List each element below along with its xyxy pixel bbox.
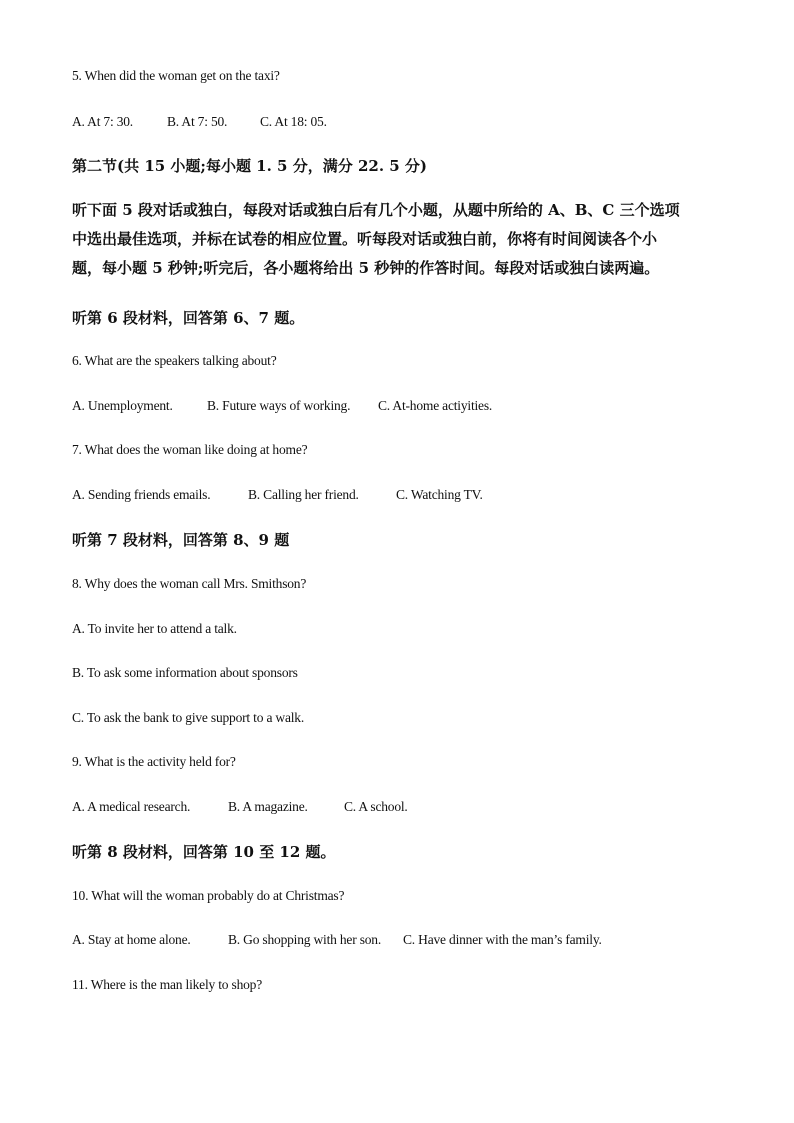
q6-question: 6. What are the speakers talking about? [72, 353, 277, 368]
instructions-line-3: 题，每小题 5 秒钟;听完后，各小题将给出 5 秒钟的作答时间。每段对话或独白读两遍。 [72, 259, 660, 277]
q7-options [72, 487, 483, 503]
instructions-line-2: 中选出最佳选项，并标在试卷的相应位置。听每段对话或独白前，你将有时间阅读各个小 [72, 230, 658, 248]
q9-options [72, 799, 408, 815]
q9-option-c: C. A school. [344, 799, 408, 814]
q6-option-c: C. At-home actiyities. [378, 398, 493, 413]
instructions-line-1: 听下面 5 段对话或独白，每段对话或独白后有几个小题，从题中所给的 A、B、C 三个选项 [72, 201, 680, 219]
q5-option-a: A. At 7: 30. [72, 114, 133, 129]
q9-question: 9. What is the activity held for? [72, 754, 236, 769]
q10-options [72, 932, 602, 948]
q8-option-a: A. To invite her to attend a talk. [72, 621, 237, 636]
material7-heading: 听第 7 段材料，回答第 8、9 题 [72, 531, 290, 549]
section2-heading: 第二节(共 15 小题;每小题 1. 5 分，满分 22. 5 分) [72, 157, 428, 175]
q8-option-b: B. To ask some information about sponsors [72, 665, 298, 680]
q5-option-c: C. At 18: 05. [260, 114, 327, 129]
material8-heading: 听第 8 段材料，回答第 10 至 12 题。 [72, 843, 336, 861]
q6-option-b: B. Future ways of working. [207, 398, 351, 413]
q7-option-b: B. Calling her friend. [248, 487, 359, 502]
q7-option-c: C. Watching TV. [396, 487, 483, 502]
q10-option-b: B. Go shopping with her son. [228, 932, 382, 947]
q9-option-a: A. A medical research. [72, 799, 191, 814]
q5-question: 5. When did the woman get on the taxi? [72, 68, 280, 83]
q8-option-c: C. To ask the bank to give support to a walk. [72, 710, 305, 725]
q6-option-a: A. Unemployment. [72, 398, 173, 413]
q5-options [72, 114, 327, 130]
instructions-paragraph [72, 196, 722, 283]
q9-option-b: B. A magazine. [228, 799, 308, 814]
q8-question: 8. Why does the woman call Mrs. Smithson? [72, 576, 307, 591]
q7-option-a: A. Sending friends emails. [72, 487, 211, 502]
q5-option-b: B. At 7: 50. [167, 114, 228, 129]
q10-option-a: A. Stay at home alone. [72, 932, 191, 947]
q7-question: 7. What does the woman like doing at home? [72, 442, 308, 457]
q11-question: 11. Where is the man likely to shop? [72, 977, 263, 992]
q6-options [72, 398, 492, 414]
material6-heading: 听第 6 段材料，回答第 6、7 题。 [72, 309, 305, 327]
q10-question: 10. What will the woman probably do at Christmas? [72, 888, 345, 903]
q10-option-c: C. Have dinner with the man’s family. [403, 932, 602, 947]
